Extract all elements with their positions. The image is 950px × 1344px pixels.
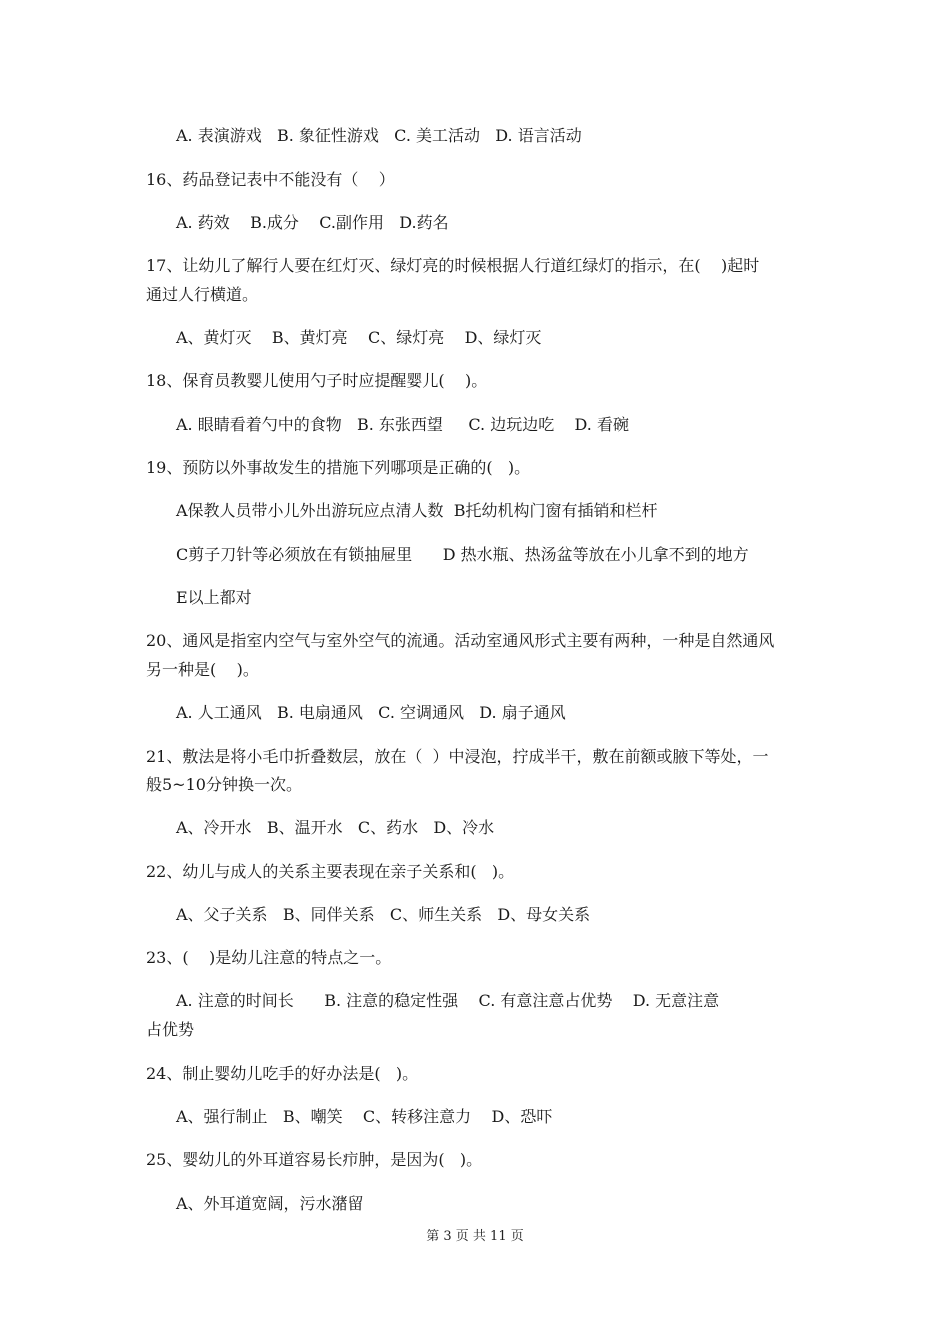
q20-stem-line-1: 20、通风是指室内空气与室外空气的流通。活动室通风形式主要有两种，一种是自然通风 — [146, 631, 775, 650]
q22-options: A、父子关系 B、同伴关系 C、师生关系 D、母女关系 — [176, 905, 591, 924]
q22-stem: 22、幼儿与成人的关系主要表现在亲子关系和( )。 — [146, 862, 515, 881]
q17-stem-line-2: 通过人行横道。 — [146, 285, 259, 304]
page-footer: 第 3 页 共 11 页 — [426, 1229, 524, 1244]
q25-stem: 25、婴幼儿的外耳道容易长疖肿，是因为( )。 — [146, 1150, 483, 1169]
q20-stem-line-2: 另一种是( )。 — [146, 660, 259, 679]
q21-stem-line-1: 21、敷法是将小毛巾折叠数层，放在（ ）中浸泡，拧成半干，敷在前额或腋下等处，一 — [146, 747, 769, 766]
q21-stem-line-2: 般5~10分钟换一次。 — [146, 775, 302, 794]
q18-stem: 18、保育员教婴儿使用勺子时应提醒婴儿( )。 — [146, 371, 488, 390]
q19-options-line-2: C剪子刀针等必须放在有锁抽屉里 D 热水瓶、热汤盆等放在小儿拿不到的地方 — [176, 545, 749, 564]
q24-stem: 24、制止婴幼儿吃手的好办法是( )。 — [146, 1064, 419, 1083]
q17-stem-line-1: 17、让幼儿了解行人要在红灯灭、绿灯亮的时候根据人行道红绿灯的指示，在( )起时 — [146, 256, 760, 275]
q19-options-line-1: A保教人员带小儿外出游玩应点清人数 B托幼机构门窗有插销和栏杆 — [176, 501, 658, 520]
q24-options: A、强行制止 B、嘲笑 C、转移注意力 D、恐吓 — [176, 1107, 553, 1126]
q20-options: A. 人工通风 B. 电扇通风 C. 空调通风 D. 扇子通风 — [176, 703, 566, 722]
q16-options: A. 药效 B.成分 C.副作用 D.药名 — [176, 213, 449, 232]
q19-options-line-3: E以上都对 — [176, 588, 252, 607]
q19-stem: 19、预防以外事故发生的措施下列哪项是正确的( )。 — [146, 458, 531, 477]
q18-options: A. 眼睛看着勺中的食物 B. 东张西望 C. 边玩边吃 D. 看碗 — [176, 415, 629, 434]
q23-stem: 23、( )是幼儿注意的特点之一。 — [146, 948, 392, 967]
q16-stem: 16、药品登记表中不能没有（ ） — [146, 170, 395, 189]
q25-options-line-1: A、外耳道宽阔，污水潴留 — [176, 1194, 364, 1213]
q21-options: A、冷开水 B、温开水 C、药水 D、冷水 — [176, 818, 495, 837]
q23-options-line-1: A. 注意的时间长 B. 注意的稳定性强 C. 有意注意占优势 D. 无意注意 — [176, 991, 720, 1010]
q17-options: A、黄灯灭 B、黄灯亮 C、绿灯亮 D、绿灯灭 — [176, 328, 542, 347]
q23-options-line-2: 占优势 — [146, 1020, 195, 1039]
q15-options: A. 表演游戏 B. 象征性游戏 C. 美工活动 D. 语言活动 — [176, 126, 582, 145]
